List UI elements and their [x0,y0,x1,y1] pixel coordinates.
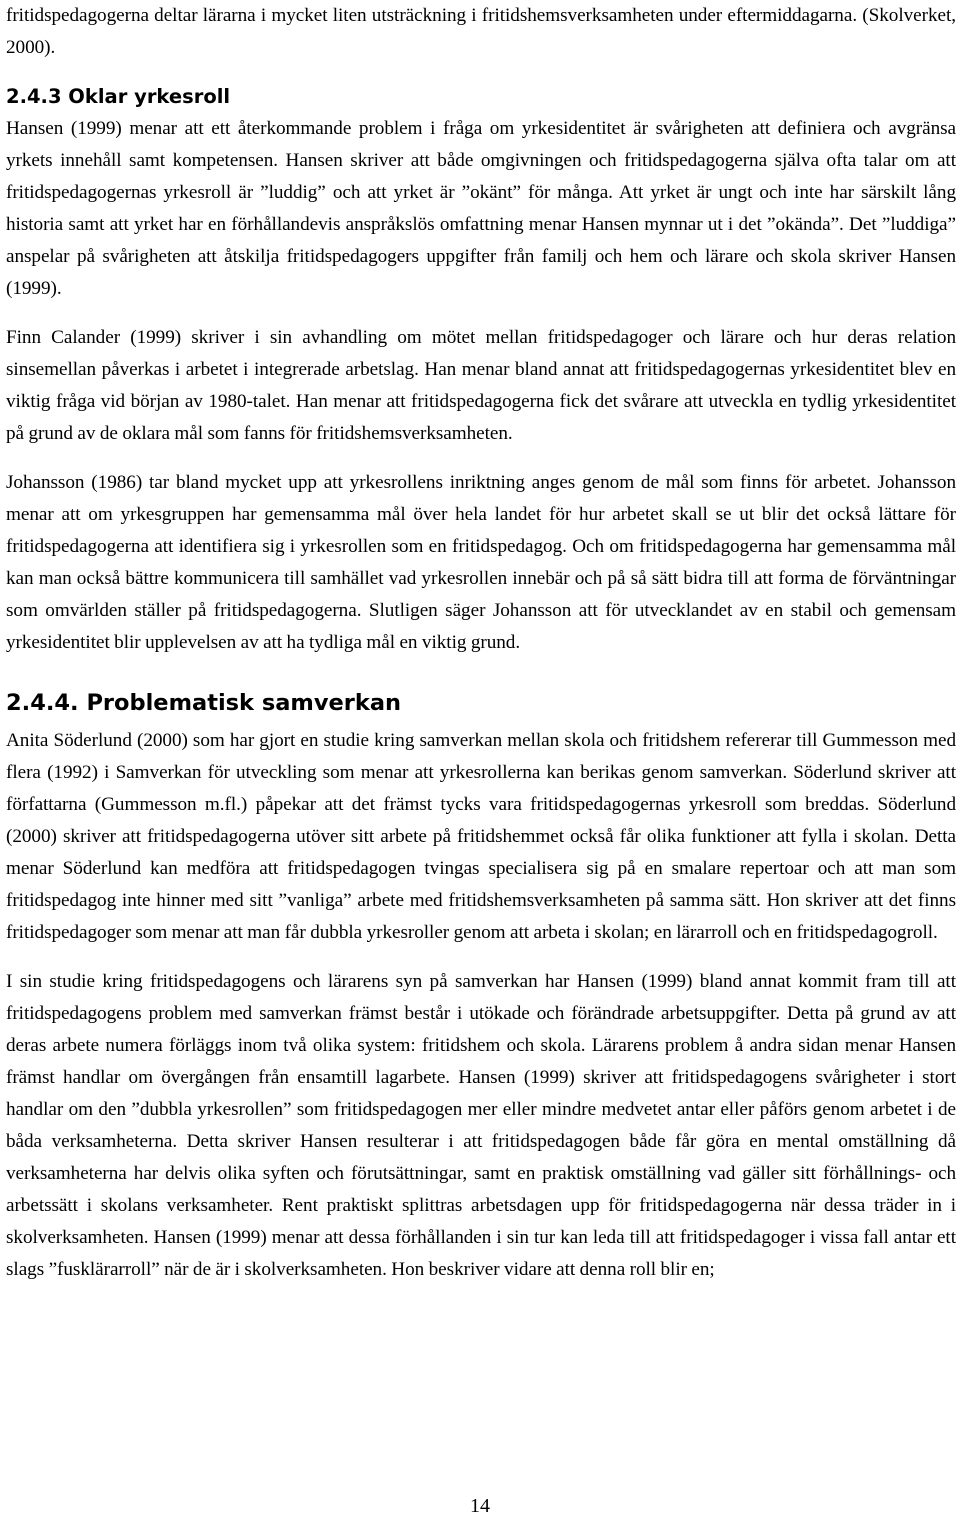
paragraph-hansen-samverkan: I sin studie kring fritidspedagogens och lärarens syn på samverkan har Hansen (1999) bland annat kommit fram till att fritidspedagogens problem med samverkan främst består i utökade och förändrade arbetsuppgifter. Detta på grund av att deras arbete numera förläggs inom två olika system: fritidshem och skola. Lärarens problem å andra sidan menar Hansen främst handlar om övergången från ensamtill lagarbete. Hansen (1999) skriver att fritidspedagogens svårigheter i stort handlar om den ”dubbla yrkesrollen” som fritidspedagogen mer eller mindre medvetet antar eller påförs genom arbetet i de båda verksamheterna. Detta skriver Hansen resulterar i att fritidspedagogen både får göra en mental omställning då verksamheterna har delvis olika syften och förutsättningar, samt en praktisk omställning vad gäller sitt förhållnings- och arbetssätt i skolans verksamheter. Rent praktiskt splittras arbetsdagen upp för fritidspedagogerna när dessa träder in i skolverksamheten. Hansen (1999) menar att dessa förhållanden i sin tur kan leda till att fritidspedagoger i vissa fall antar ett slags ”fusklärarroll” när de är i skolverksamheten. Hon beskriver vidare att denna roll blir en; [6,971,956,1280]
page-number: 14 [470,1495,490,1517]
document-page [6,0,956,1517]
paragraph-continuation: fritidspedagogerna deltar lärarna i mycket liten utsträckning i fritidshemsverksamheten under eftermiddagarna. (Skolverket, 2000). [6,5,956,58]
paragraph-hansen-yrkesidentitet: Hansen (1999) menar att ett återkommande problem i fråga om yrkesidentitet är svårigheten att definiera och avgränsa yrkets innehåll samt kompetensen. Hansen skriver att både omgivningen och fritidspedagogerna själva ofta talar om att fritidspedagogernas yrkesroll är ”luddig” och att yrket är ”okänt” för många. Att yrket är ungt och inte har särskilt lång historia samt att yrket har en förhållandevis anspråkslös omfattning menar Hansen mynnar ut i det ”okända”. Det ”luddiga” anspelar på svårigheten att åtskilja fritidspedagogers uppgifter från familj och hem och lärare och skola skriver Hansen (1999). [6,118,956,299]
paragraph-calander: Finn Calander (1999) skriver i sin avhandling om mötet mellan fritidspedagoger och lärare och hur deras relation sinsemellan påverkas i arbetet i integrerade arbetslag. Han menar bland annat att fritidspedagogernas yrkesidentitet blev en viktig fråga vid början av 1980-talet. Han menar att fritidspedagogerna fick det svårare att utveckla en tydlig yrkesidentitet på grund av de oklara mål som fanns för fritidshemsverksamheten. [6,327,956,444]
paragraph-soderlund: Anita Söderlund (2000) som har gjort en studie kring samverkan mellan skola och fritidshem refererar till Gummesson med flera (1992) i Samverkan för utveckling som menar att yrkesrollerna kan berikas genom samverkan. Söderlund skriver att författarna (Gummesson m.fl.) påpekar att det främst tycks vara fritidspedagogernas yrkesroll som breddas. Söderlund (2000) skriver att fritidspedagogerna utöver sitt arbete på fritidshemmet också får olika funktioner att fylla i skolan. Detta menar Söderlund kan medföra att fritidspedagogen tvingas specialisera sig på en smalare repertoar och att man som fritidspedagog inte hinner med sitt ”vanliga” arbete med fritidshemsverksamheten på samma sätt. Hon skriver att det finns fritidspedagoger som menar att man får dubbla yrkesroller genom att arbeta i skolan; en lärarroll och en fritidspedagogroll. [6,730,956,943]
section-heading-2-4-4: 2.4.4. Problematisk samverkan [6,690,402,716]
paragraph-johansson: Johansson (1986) tar bland mycket upp att yrkesrollens inriktning anges genom de mål som finns för arbetet. Johansson menar att om yrkesgruppen har gemensamma mål över hela landet för hur arbetet skall se ut blir det också lättare för fritidspedagogerna att identifiera sig i yrkesrollen som en fritidspedagog. Och om fritidspedagogerna har gemensamma mål kan man också bättre kommunicera till samhället vad yrkesrollen innebär och på så sätt bidra till att forma de förväntningar som omvärlden ställer på fritidspedagogerna. Slutligen säger Johansson att för utvecklandet av en stabil och gemensam yrkesidentitet blir upplevelsen av att ha tydliga mål en viktig grund. [6,472,956,653]
section-heading-2-4-3: 2.4.3 Oklar yrkesroll [6,85,231,108]
